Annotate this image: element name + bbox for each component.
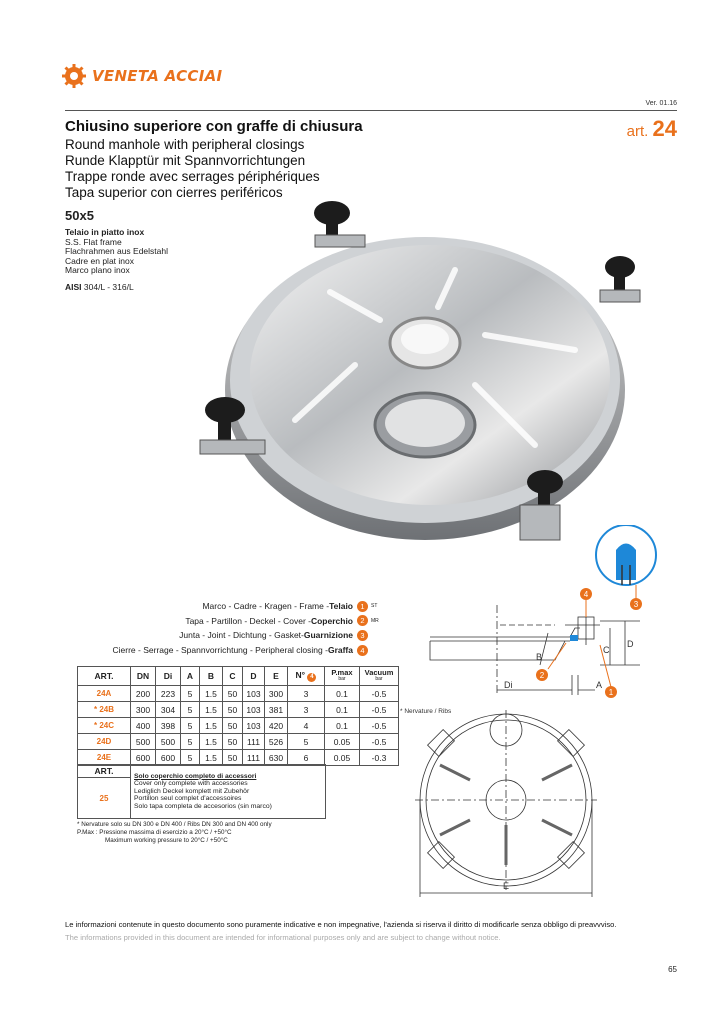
col-vacuum (360, 667, 399, 686)
table-cell: 5 (181, 750, 200, 766)
table-cell: 1.5 (200, 734, 223, 750)
table-cell: 5 (181, 686, 200, 702)
subtitle-de: Runde Klapptür mit Spannvorrichtungen (65, 153, 306, 168)
product-photo (180, 195, 660, 570)
t2-art: 25 (78, 778, 131, 819)
t2-line: Solo coperchio completo di accessori (134, 772, 257, 780)
col-n (288, 667, 325, 686)
article-value: 24 (652, 116, 677, 141)
table-cell: 1.5 (200, 702, 223, 718)
article-prefix: art. (626, 123, 649, 140)
table-cell: 103 (243, 686, 265, 702)
legend-text: Tapa - Partillon - Deckel - Cover - (185, 615, 311, 626)
table-cell: 111 (243, 750, 265, 766)
table-row (78, 702, 399, 718)
table-row (78, 765, 326, 778)
page-number: 65 (668, 965, 677, 974)
col-di: Di (156, 667, 181, 686)
dimensions-table (77, 666, 399, 766)
subtitle-fr: Trappe ronde avec serrages périphériques (65, 169, 320, 184)
article-number (627, 116, 677, 142)
label-b: B (536, 652, 543, 662)
table-cell: 1.5 (200, 750, 223, 766)
pmax-note-en: Maximum working pressure to 20°C / +50°C (105, 837, 228, 844)
seal-detail (596, 525, 656, 585)
table-cell: 24D (78, 734, 131, 750)
table-row (78, 718, 399, 734)
col-c: C (223, 667, 243, 686)
pmax-note: P.Max : Pressione massima di esercizio a 20°C / +50°C (77, 829, 232, 836)
legend-text: Cierre - Serrage - Spannvorrichtung - Peripheral closing - (112, 644, 328, 655)
t2-description (131, 765, 326, 819)
table-cell: 111 (243, 734, 265, 750)
subtitle-en: Round manhole with peripheral closings (65, 137, 305, 152)
table-cell: 24E (78, 750, 131, 766)
aisi-value: 304/L - 316/L (83, 282, 134, 292)
table-cell: 50 (223, 686, 243, 702)
t2-line: Lediglich Deckel komplett mit Zubehör (134, 787, 250, 795)
t2-line: Cover only complete with accessories (134, 780, 248, 788)
legend-number-badge: 1 (357, 601, 368, 612)
legend-number-badge: 4 (357, 645, 368, 656)
table-cell: -0.5 (360, 734, 399, 750)
table-cell: 398 (156, 718, 181, 734)
t2-header: ART. (78, 765, 131, 778)
table-cell: 50 (223, 718, 243, 734)
table-cell: 600 (131, 750, 156, 766)
col-pmax (325, 667, 360, 686)
col-b: B (200, 667, 223, 686)
table-cell: -0.5 (360, 686, 399, 702)
table-cell: 0.1 (325, 686, 360, 702)
table-cell: 630 (265, 750, 288, 766)
table-cell: 223 (156, 686, 181, 702)
col-vacuum-label: Vacuum (364, 668, 394, 677)
table-cell: 50 (223, 750, 243, 766)
table-cell: 50 (223, 702, 243, 718)
table-row (78, 734, 399, 750)
col-pmax-unit: bar (338, 676, 346, 682)
legend-part: Telaio (329, 601, 353, 611)
seal-marker (570, 635, 578, 641)
table-cell: 200 (131, 686, 156, 702)
table-cell: 0.1 (325, 702, 360, 718)
table-cell: -0.5 (360, 702, 399, 718)
table-cell: 0.05 (325, 734, 360, 750)
label-a: A (596, 680, 603, 690)
legend-text: Marco - Cadre - Kragen - Frame - (202, 601, 330, 611)
callout-3-label: 3 (633, 600, 639, 609)
table-cell: 3 (288, 702, 325, 718)
legend-part: Guarnizione (303, 630, 353, 641)
disclaimer-en: The informations provided in this document are intended for informational purposes only and are subject to change without notice. (65, 933, 501, 942)
col-art: ART. (78, 667, 131, 686)
table-cell: 500 (131, 734, 156, 750)
t2-line: Portillon seul complet d'accessoires (134, 795, 242, 803)
table-cell: 1.5 (200, 686, 223, 702)
brand-name: VENETA ACCIAI (92, 67, 223, 85)
col-pmax-label: P.max (331, 668, 353, 677)
col-n-badge: 4 (307, 673, 316, 682)
table-cell: 24A (78, 686, 131, 702)
label-d: D (627, 639, 634, 649)
legend-part: Graffa (327, 644, 353, 655)
table-cell: -0.5 (360, 718, 399, 734)
gear-logo-icon (62, 64, 86, 88)
table-cell: 420 (265, 718, 288, 734)
col-dn: DN (131, 667, 156, 686)
legend-item (113, 628, 385, 643)
brand-logo (62, 64, 222, 88)
legend-code: ST (371, 603, 378, 609)
table-cell: 526 (265, 734, 288, 750)
legend-number-badge: 3 (357, 630, 368, 641)
ribs-note: * Nervature solo su DN 300 e DN 400 / Ribs DN 300 and DN 400 only (77, 821, 272, 828)
table-row (78, 686, 399, 702)
table-cell: 600 (156, 750, 181, 766)
table-cell: 5 (288, 734, 325, 750)
legend-text: Junta - Joint - Dichtung - Gasket- (179, 630, 304, 641)
callout-4-label: 4 (583, 590, 589, 599)
frame-line: S.S. Flat frame (65, 236, 122, 247)
table-cell: * 24B (78, 702, 131, 718)
label-e: E (502, 881, 510, 891)
legend-item (113, 599, 385, 614)
cover-only-table (77, 764, 326, 819)
frame-line: Cadre en plat inox (65, 255, 134, 266)
table-cell: 300 (265, 686, 288, 702)
header-rule (65, 110, 677, 111)
label-c: C (603, 645, 610, 655)
table-cell: * 24C (78, 718, 131, 734)
table-cell: 103 (243, 718, 265, 734)
label-di: Di (504, 680, 513, 690)
frame-line: Telaio in piatto inox (65, 227, 145, 237)
col-d: D (243, 667, 265, 686)
disclaimer-it: Le informazioni contenute in questo documento sono puramente indicative e non impegnative, l'azienda si riserva il diritto di modificarle senza obbligo di preavvviso. (65, 920, 617, 929)
aisi-label: AISI (65, 282, 82, 292)
t2-line: Solo tapa completa de accesorios (sin marco) (134, 802, 272, 810)
table-cell: 4 (288, 718, 325, 734)
frame-line: Flachrahmen aus Edelstahl (65, 246, 169, 256)
legend-part: Coperchio (310, 615, 353, 626)
page-title: Chiusino superiore con graffe di chiusura (65, 118, 363, 135)
frame-description (65, 228, 168, 276)
aisi-grade (65, 282, 134, 292)
table-cell: 5 (181, 718, 200, 734)
table-cell: -0.3 (360, 750, 399, 766)
col-n-label: N° (295, 670, 306, 680)
version-label: Ver. 01.16 (645, 100, 677, 107)
plan-view (415, 710, 597, 897)
col-e: E (265, 667, 288, 686)
table-cell: 103 (243, 702, 265, 718)
frame-size: 50x5 (65, 208, 94, 223)
ribs-label: * Nervature / Ribs (400, 708, 452, 715)
col-vacuum-unit: bar (375, 676, 383, 682)
table-cell: 5 (181, 702, 200, 718)
parts-legend (113, 599, 385, 657)
table-cell: 0.05 (325, 750, 360, 766)
col-a: A (181, 667, 200, 686)
table-cell: 1.5 (200, 718, 223, 734)
table-cell: 3 (288, 686, 325, 702)
subtitle-es: Tapa superior con cierres periféricos (65, 185, 283, 200)
table-header-row (78, 667, 399, 686)
table-cell: 0.1 (325, 718, 360, 734)
table-cell: 5 (181, 734, 200, 750)
table-cell: 50 (223, 734, 243, 750)
legend-code: MR (371, 617, 379, 624)
legend-item (113, 614, 385, 629)
table-cell: 500 (156, 734, 181, 750)
table-cell: 400 (131, 718, 156, 734)
legend-item (113, 643, 385, 658)
table-cell: 381 (265, 702, 288, 718)
legend-number-badge: 2 (357, 615, 368, 626)
frame-line: Marco plano inox (65, 265, 130, 275)
callout-2-label: 2 (539, 671, 545, 680)
callout-1-label: 1 (608, 688, 614, 697)
table-cell: 304 (156, 702, 181, 718)
table-cell: 300 (131, 702, 156, 718)
table-cell: 6 (288, 750, 325, 766)
technical-drawing (400, 525, 665, 905)
